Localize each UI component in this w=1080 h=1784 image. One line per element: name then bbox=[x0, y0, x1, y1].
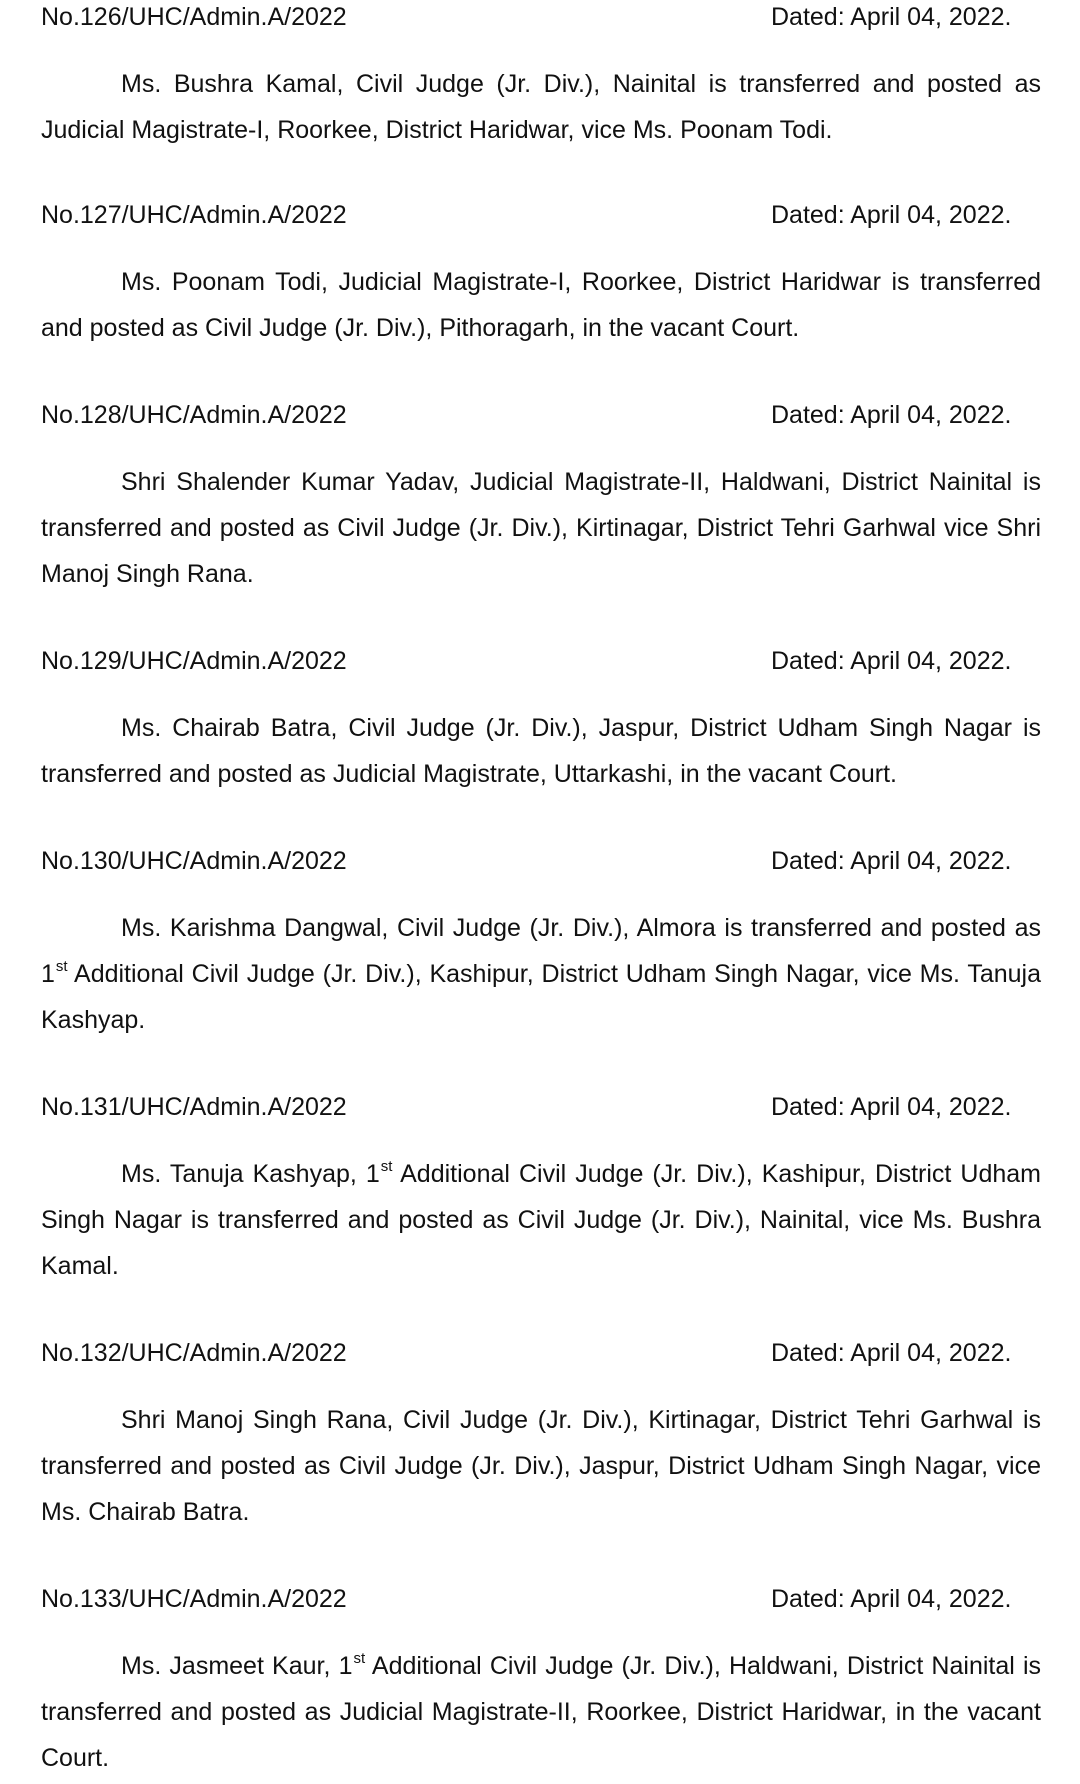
ordinal-suffix: st bbox=[353, 1650, 366, 1667]
order-header bbox=[41, 0, 1041, 34]
order-date: Dated: April 04, 2022. bbox=[771, 1339, 1012, 1367]
order-text-part: Ms. Tanuja Kashyap, 1 bbox=[121, 1160, 380, 1188]
order-130 bbox=[41, 844, 1041, 1043]
order-132 bbox=[41, 1336, 1041, 1535]
order-text-part: Ms. Chairab Batra, Civil Judge (Jr. Div.), Jaspur, District Udham Singh Nagar is transferred and posted as Judicial Magistrate, Uttarkashi, in the vacant Court. bbox=[41, 714, 1041, 788]
order-number: No.131/UHC/Admin.A/2022 bbox=[41, 1093, 347, 1121]
order-text bbox=[41, 1643, 1041, 1781]
order-date: Dated: April 04, 2022. bbox=[771, 647, 1012, 675]
order-text bbox=[41, 61, 1041, 153]
order-text-part: Shri Manoj Singh Rana, Civil Judge (Jr. Div.), Kirtinagar, District Tehri Garhwal is transferred and posted as Civil Judge (Jr. Div.), Jaspur, District Udham Singh Nagar, vice Ms. Chairab Batra. bbox=[41, 1406, 1041, 1526]
order-text-part: Additional Civil Judge (Jr. Div.), Kashipur, District Udham Singh Nagar, vice Ms. Tanuja Kashyap. bbox=[41, 960, 1041, 1034]
order-date: Dated: April 04, 2022. bbox=[771, 401, 1012, 429]
order-header bbox=[41, 398, 1041, 432]
order-text bbox=[41, 1151, 1041, 1289]
order-date: Dated: April 04, 2022. bbox=[771, 201, 1012, 229]
order-129 bbox=[41, 644, 1041, 797]
order-date: Dated: April 04, 2022. bbox=[771, 1585, 1012, 1613]
order-text bbox=[41, 459, 1041, 597]
order-date: Dated: April 04, 2022. bbox=[771, 3, 1012, 31]
order-date: Dated: April 04, 2022. bbox=[771, 847, 1012, 875]
order-text-part: Ms. Bushra Kamal, Civil Judge (Jr. Div.), Nainital is transferred and posted as Judicial Magistrate-I, Roorkee, District Haridwar, vice Ms. Poonam Todi. bbox=[41, 70, 1041, 144]
order-text-part: Additional Civil Judge (Jr. Div.), Haldwani, District Nainital is transferred and posted as Judicial Magistrate-II, Roorkee, District Haridwar, in the vacant Court. bbox=[41, 1652, 1041, 1772]
order-text bbox=[41, 259, 1041, 351]
order-number: No.132/UHC/Admin.A/2022 bbox=[41, 1339, 347, 1367]
order-number: No.130/UHC/Admin.A/2022 bbox=[41, 847, 347, 875]
order-128 bbox=[41, 398, 1041, 597]
order-date: Dated: April 04, 2022. bbox=[771, 1093, 1012, 1121]
order-header bbox=[41, 198, 1041, 232]
order-text bbox=[41, 705, 1041, 797]
order-text-part: Ms. Jasmeet Kaur, 1 bbox=[121, 1652, 353, 1680]
order-header bbox=[41, 1582, 1041, 1616]
order-number: No.133/UHC/Admin.A/2022 bbox=[41, 1585, 347, 1613]
order-header bbox=[41, 844, 1041, 878]
order-text-part: Ms. Karishma Dangwal, Civil Judge (Jr. Div.), Almora is transferred and posted as 1 bbox=[41, 914, 1041, 988]
order-number: No.126/UHC/Admin.A/2022 bbox=[41, 3, 347, 31]
ordinal-suffix: st bbox=[55, 958, 68, 975]
ordinal-suffix: st bbox=[380, 1158, 393, 1175]
order-133 bbox=[41, 1582, 1041, 1781]
order-text bbox=[41, 1397, 1041, 1535]
order-number: No.127/UHC/Admin.A/2022 bbox=[41, 201, 347, 229]
order-header bbox=[41, 644, 1041, 678]
order-126 bbox=[41, 0, 1041, 153]
order-header bbox=[41, 1336, 1041, 1370]
order-text-part: Ms. Poonam Todi, Judicial Magistrate-I, Roorkee, District Haridwar is transferred and posted as Civil Judge (Jr. Div.), Pithoragarh, in the vacant Court. bbox=[41, 268, 1041, 342]
order-text-part: Shri Shalender Kumar Yadav, Judicial Magistrate-II, Haldwani, District Nainital is transferred and posted as Civil Judge (Jr. Div.), Kirtinagar, District Tehri Garhwal vice Shri Manoj Singh Rana. bbox=[41, 468, 1041, 588]
order-number: No.129/UHC/Admin.A/2022 bbox=[41, 647, 347, 675]
order-text bbox=[41, 905, 1041, 1043]
order-number: No.128/UHC/Admin.A/2022 bbox=[41, 401, 347, 429]
order-131 bbox=[41, 1090, 1041, 1289]
order-header bbox=[41, 1090, 1041, 1124]
order-127 bbox=[41, 198, 1041, 351]
order-text-part: Additional Civil Judge (Jr. Div.), Kashipur, District Udham Singh Nagar is transferred and posted as Civil Judge (Jr. Div.), Nainital, vice Ms. Bushra Kamal. bbox=[41, 1160, 1041, 1280]
